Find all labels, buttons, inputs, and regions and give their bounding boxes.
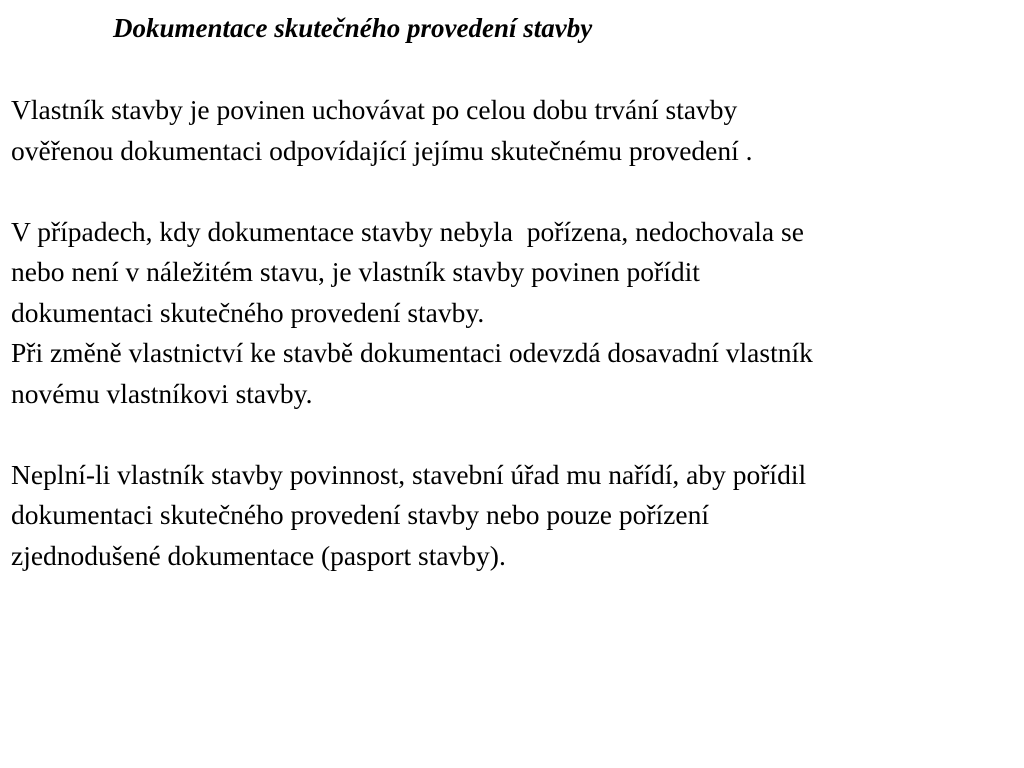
paragraph-spacer — [11, 171, 1021, 212]
paragraph-3-line-3: zjednodušené dokumentace (pasport stavby). — [11, 539, 506, 571]
paragraph-3-line-1: Neplní-li vlastník stavby povinnost, stavební úřad mu nařídí, aby pořídil — [11, 458, 807, 490]
paragraph-2-line-4: Při změně vlastnictví ke stavbě dokumentaci odevzdá dosavadní vlastník — [11, 337, 813, 368]
paragraph-2-line-3: dokumentaci skutečného provedení stavby. — [11, 296, 485, 328]
paragraph-2-line-5: novému vlastníkovi stavby. — [11, 377, 313, 409]
paragraph-1-line-2: ověřenou dokumentaci odpovídající jejímu skutečnému provedení . — [11, 134, 753, 166]
paragraph-1 — [11, 90, 1021, 171]
paragraph-spacer — [11, 414, 1021, 455]
paragraph-2-line-1: V případech, kdy dokumentace stavby nebyla pořízena, nedochovala se — [11, 215, 804, 247]
slide-body — [11, 90, 1021, 576]
paragraph-1-line-1: Vlastník stavby je povinen uchovávat po celou dobu trvání stavby — [11, 94, 738, 125]
paragraph-3-line-2: dokumentaci skutečného provedení stavby nebo pouze pořízení — [11, 499, 709, 530]
paragraph-3 — [11, 455, 1021, 577]
paragraph-2 — [11, 212, 1021, 415]
paragraph-2-line-2: nebo není v náležitém stavu, je vlastník stavby povinen pořídit — [11, 256, 700, 287]
slide-title: Dokumentace skutečného provedení stavby — [113, 13, 593, 43]
